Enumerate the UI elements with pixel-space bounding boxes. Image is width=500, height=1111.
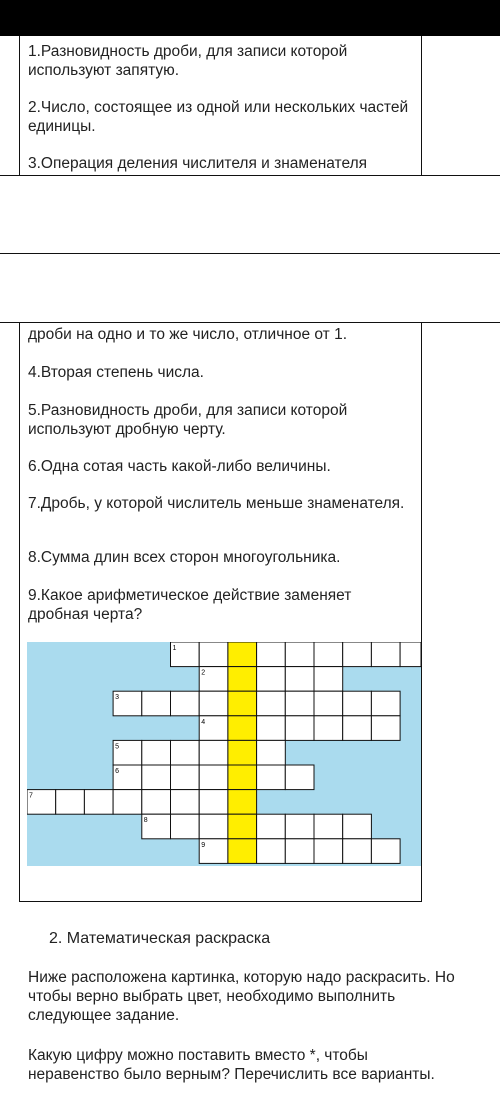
crossword-cell[interactable] <box>56 790 85 815</box>
question-2: 2.Число, состоящее из одной или нескольких частей единицы. <box>28 99 409 135</box>
crossword-cell[interactable] <box>171 691 200 716</box>
crossword-cell[interactable] <box>371 642 400 667</box>
crossword-cell[interactable] <box>228 765 257 790</box>
crossword-cell[interactable] <box>199 765 228 790</box>
crossword-cell[interactable] <box>199 740 228 765</box>
crossword-number: 8 <box>143 817 148 825</box>
crossword-cell[interactable] <box>113 790 142 815</box>
crossword-cell[interactable] <box>199 691 228 716</box>
crossword-cell[interactable] <box>343 642 372 667</box>
crossword-cell[interactable] <box>257 765 286 790</box>
crossword-cell[interactable] <box>314 691 343 716</box>
table-border-bottom <box>0 175 500 176</box>
crossword-cell[interactable] <box>314 839 343 864</box>
crossword-cell[interactable] <box>142 691 171 716</box>
crossword-cell[interactable] <box>142 740 171 765</box>
question-8: 8.Сумма длин всех сторон многоугольника. <box>28 549 341 566</box>
crossword-cell[interactable] <box>343 814 372 839</box>
crossword-cell[interactable] <box>343 839 372 864</box>
section-2-paragraph-2: Какую цифру можно поставить вместо *, чтобы неравенство было верным? Перечислить все варианты. <box>28 1047 435 1083</box>
table-border-bottom-lower <box>19 901 422 902</box>
section-2-title: 2. Математическая раскраска <box>49 930 271 947</box>
table-border-right <box>421 36 422 176</box>
crossword-cell[interactable] <box>371 716 400 741</box>
crossword-cell[interactable] <box>285 839 314 864</box>
top-bar <box>0 0 500 36</box>
crossword-cell[interactable] <box>371 691 400 716</box>
crossword-number: 3 <box>115 694 120 702</box>
crossword-cell[interactable] <box>285 642 314 667</box>
table-border-left <box>19 36 20 176</box>
question-3-part2: дроби на одно и то же число, отличное от 1. <box>28 326 348 343</box>
crossword-number: 4 <box>201 718 206 726</box>
table-border-right-lower <box>421 322 422 902</box>
crossword-number: 7 <box>29 792 33 800</box>
table-border-top <box>0 253 500 254</box>
crossword-cell[interactable] <box>314 667 343 692</box>
crossword-cell[interactable] <box>171 814 200 839</box>
crossword-cell[interactable] <box>314 642 343 667</box>
crossword-cell[interactable] <box>314 814 343 839</box>
crossword-cell[interactable] <box>343 716 372 741</box>
section-2-paragraph-1: Ниже расположена картинка, которую надо раскрасить. Но чтобы верно выбрать цвет, необходимо выполнить следующее задание. <box>28 969 455 1024</box>
crossword-cell[interactable] <box>285 716 314 741</box>
crossword-cell[interactable] <box>84 790 113 815</box>
crossword-cell[interactable] <box>171 790 200 815</box>
table-row-line <box>0 322 500 323</box>
crossword-cell[interactable] <box>257 667 286 692</box>
crossword-cell[interactable] <box>199 814 228 839</box>
crossword-cell[interactable] <box>314 716 343 741</box>
question-3-part1: 3.Операция деления числителя и знаменателя <box>28 155 368 172</box>
crossword-cell[interactable] <box>228 740 257 765</box>
crossword-cell[interactable] <box>257 716 286 741</box>
crossword-cell[interactable] <box>257 814 286 839</box>
crossword-grid <box>27 642 421 866</box>
crossword-number: 2 <box>201 669 206 677</box>
crossword-cell[interactable] <box>228 790 257 815</box>
crossword-cell[interactable] <box>343 691 372 716</box>
crossword-cell[interactable] <box>228 691 257 716</box>
crossword-cell[interactable] <box>199 642 228 667</box>
question-5: 5.Разновидность дроби, для записи которой используют дробную черту. <box>28 402 348 438</box>
crossword-cell[interactable] <box>257 642 286 667</box>
crossword-cell[interactable] <box>257 691 286 716</box>
crossword-cell[interactable] <box>257 839 286 864</box>
crossword-cell[interactable] <box>285 691 314 716</box>
crossword-cell[interactable] <box>142 765 171 790</box>
crossword-cell[interactable] <box>371 839 400 864</box>
crossword-cell[interactable] <box>285 814 314 839</box>
crossword-cell[interactable] <box>228 667 257 692</box>
crossword-cell[interactable] <box>171 765 200 790</box>
crossword-number: 5 <box>115 743 120 751</box>
question-4: 4.Вторая степень числа. <box>28 364 204 381</box>
crossword-cell[interactable] <box>400 642 421 667</box>
crossword-number: 9 <box>201 841 206 849</box>
crossword-number: 1 <box>172 645 177 652</box>
crossword-cell[interactable] <box>142 790 171 815</box>
crossword-cell[interactable] <box>199 790 228 815</box>
question-1: 1.Разновидность дроби, для записи которой используют запятую. <box>28 43 348 79</box>
crossword-cell[interactable] <box>228 814 257 839</box>
crossword-cell[interactable] <box>228 642 257 667</box>
question-9: 9.Какое арифметическое действие заменяет дробная черта? <box>28 587 352 623</box>
crossword-cell[interactable] <box>285 667 314 692</box>
table-border-left-lower <box>19 322 20 902</box>
crossword-cell[interactable] <box>228 839 257 864</box>
crossword-cell[interactable] <box>171 740 200 765</box>
question-7: 7.Дробь, у которой числитель меньше знаменателя. <box>28 495 405 512</box>
crossword-number: 6 <box>115 768 120 775</box>
question-6: 6.Одна сотая часть какой-либо величины. <box>28 458 331 475</box>
crossword-cell[interactable] <box>257 740 286 765</box>
crossword-cell[interactable] <box>285 765 314 790</box>
crossword-cell[interactable] <box>228 716 257 741</box>
